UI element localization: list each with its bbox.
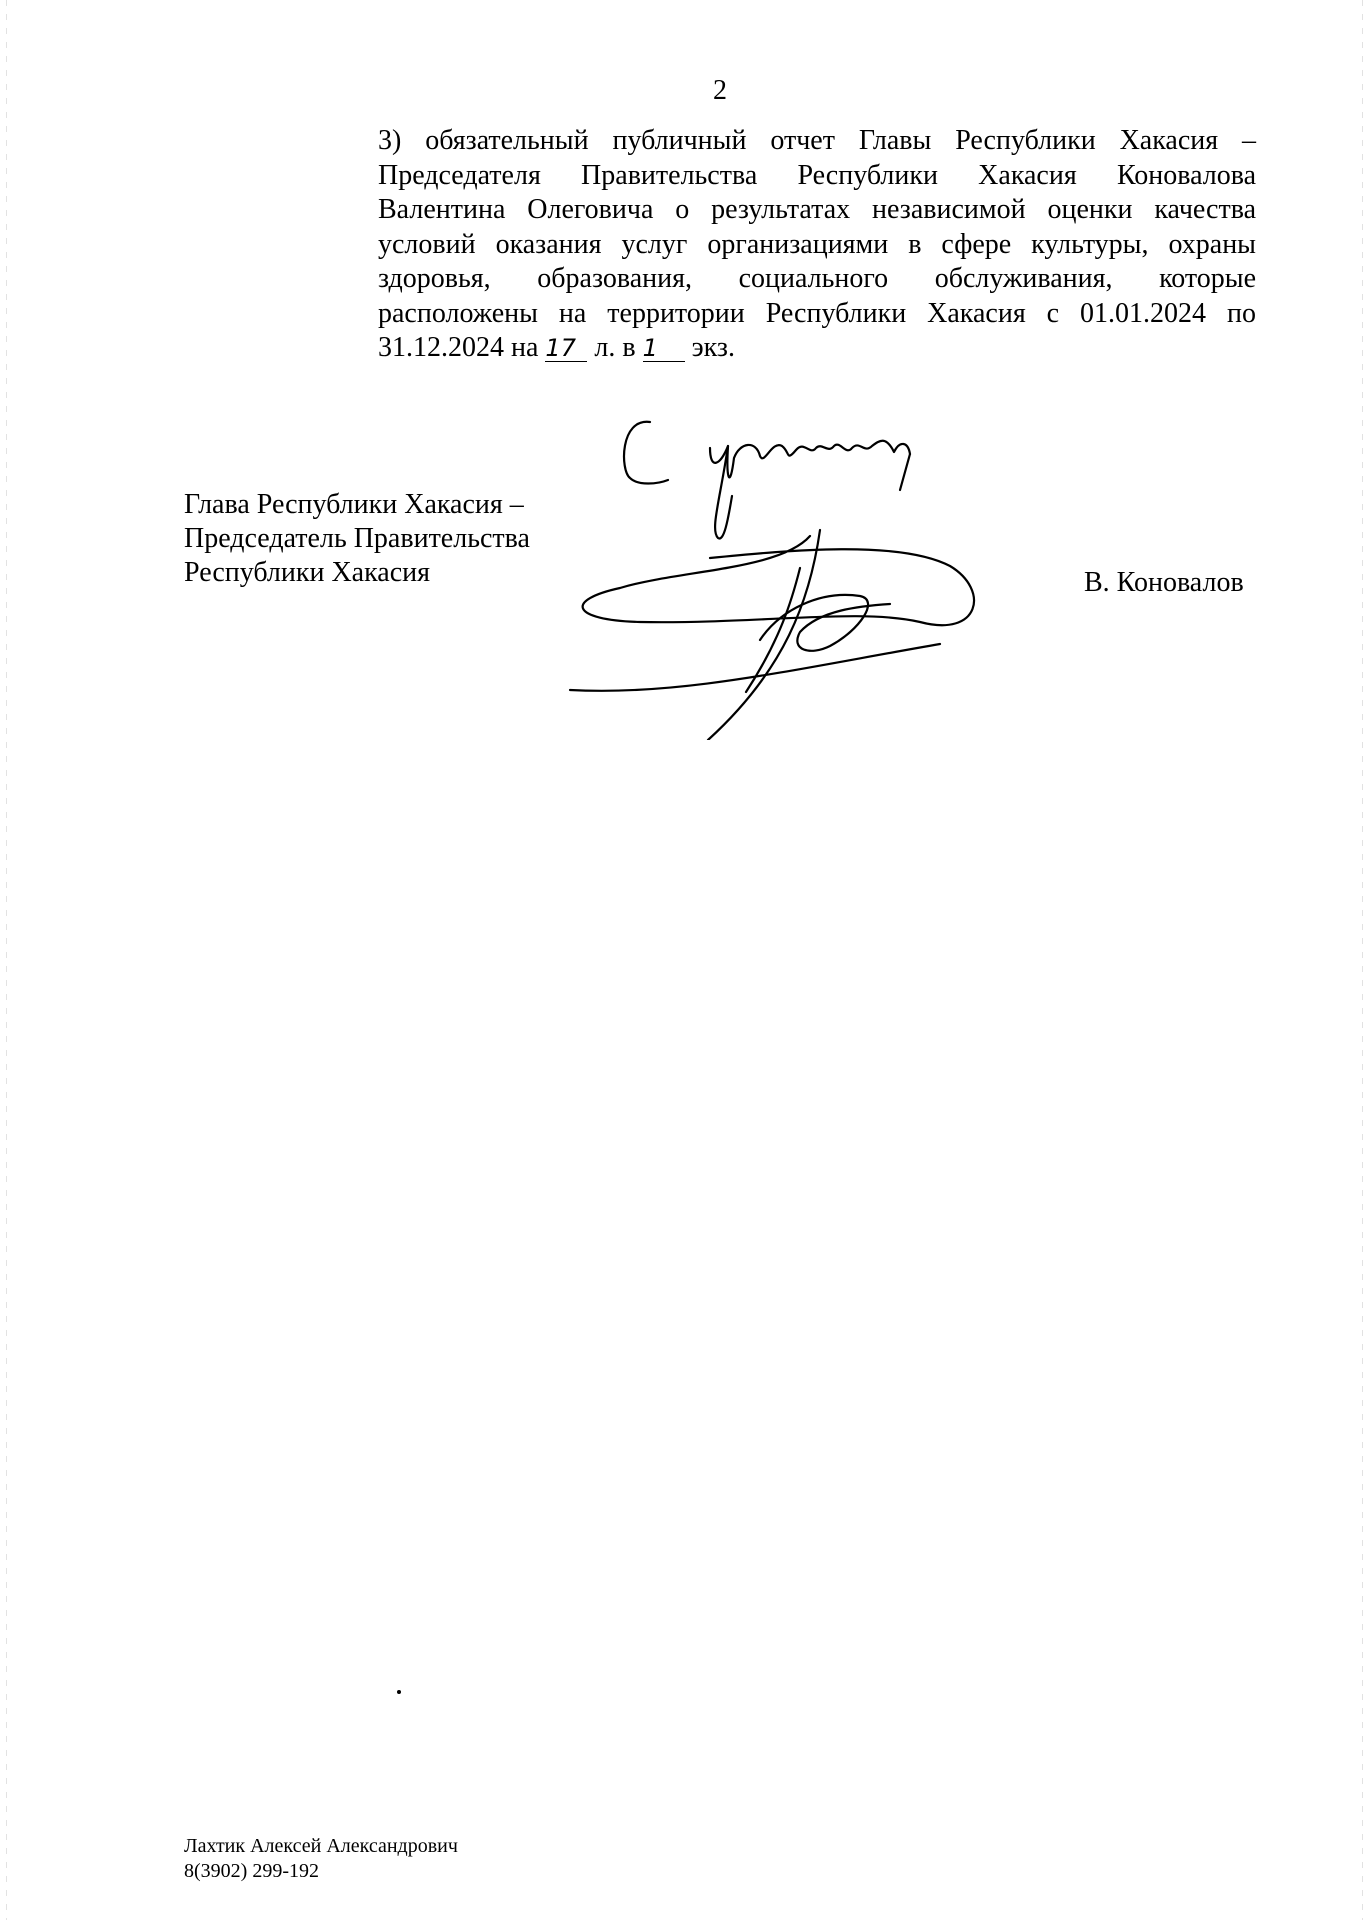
greeting-end-stroke [900, 454, 910, 490]
body-line: Валентина Олеговича о результатах независимой оценки качества [378, 194, 1256, 225]
last-line-suffix: экз. [691, 332, 735, 363]
signatory-name: В. Коновалов [1084, 567, 1244, 598]
signature-loop [583, 536, 974, 625]
handwritten-copies-count: 1 [643, 335, 685, 362]
signature-underline [570, 644, 940, 691]
greeting-word-stroke [710, 441, 910, 478]
greeting-c-stroke [624, 422, 668, 484]
document-body [378, 124, 1256, 366]
executor-name: Лахтик Алексей Александрович [184, 1835, 458, 1857]
handwritten-signature [560, 400, 1030, 740]
scan-dot [397, 1690, 401, 1694]
signatory-position [184, 488, 530, 590]
last-line-prefix: 31.12.2024 на [378, 332, 539, 363]
scan-edge-right [1362, 0, 1363, 1920]
body-line: Председателя Правительства Республики Хакасия Коновалова [378, 159, 1256, 191]
greeting-tail-stroke [715, 446, 732, 538]
handwritten-sheets-count: 17 [545, 335, 587, 362]
executor-contact [184, 1834, 458, 1884]
body-line-last [378, 331, 1256, 366]
position-line: Республики Хакасия [184, 557, 431, 588]
position-line: Глава Республики Хакасия – [184, 489, 524, 520]
page-number: 2 [713, 75, 727, 106]
last-line-middle: л. в [594, 332, 636, 363]
executor-phone: 8(3902) 299-192 [184, 1860, 319, 1882]
position-line: Председатель Правительства [184, 523, 530, 554]
scan-edge-left [6, 0, 7, 1920]
signature-flourish [760, 595, 890, 651]
body-line: 3) обязательный публичный отчет Главы Республики Хакасия – [378, 125, 1256, 156]
body-line: расположены на территории Республики Хакасия с 01.01.2024 по [378, 297, 1256, 329]
body-line: условий оказания услуг организациями в сфере культуры, охраны [378, 228, 1256, 260]
body-line: здоровья, образования, социального обслуживания, которые [378, 263, 1256, 294]
